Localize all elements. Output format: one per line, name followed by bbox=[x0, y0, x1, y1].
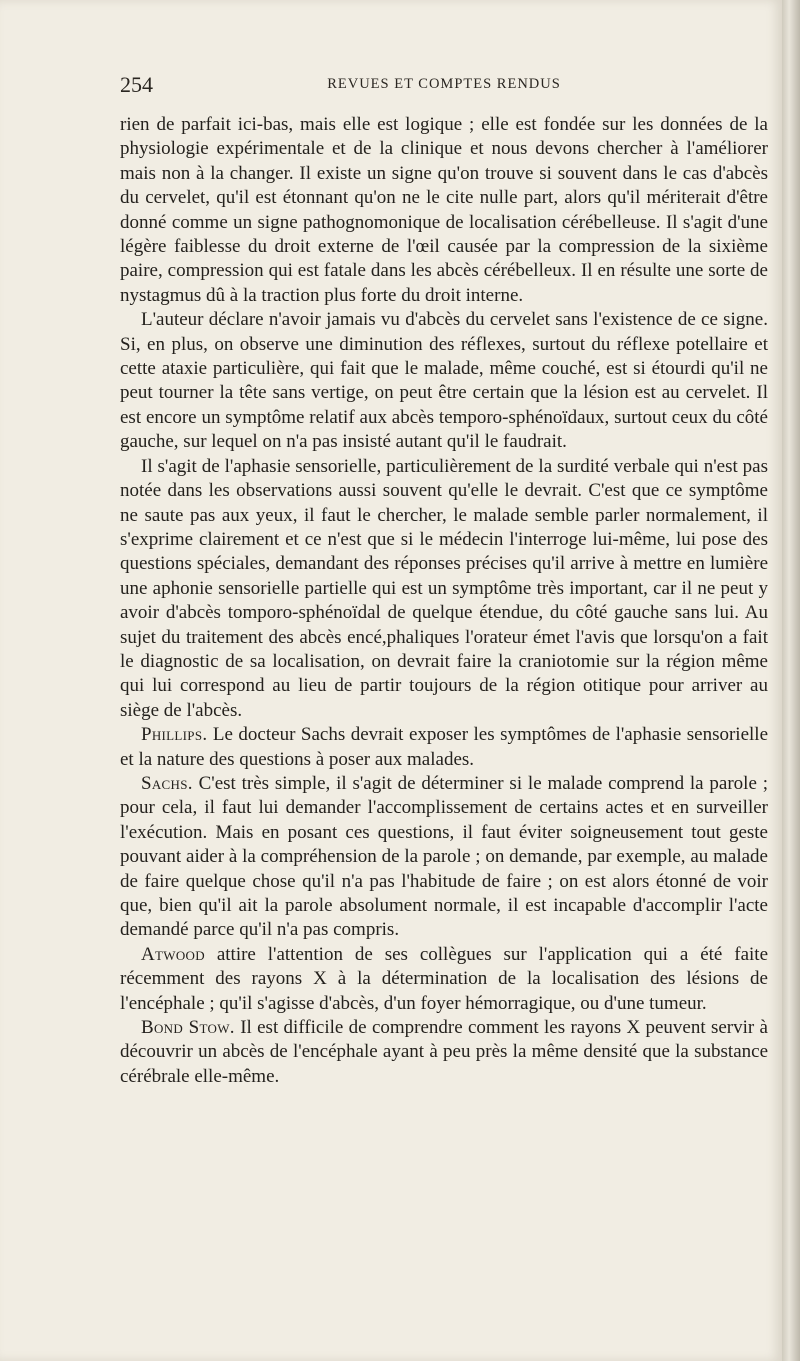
paragraph-sachs bbox=[120, 772, 768, 943]
paragraph-bond-stow bbox=[120, 1016, 768, 1089]
paragraph-text: Il s'agit de l'aphasie sensorielle, particulièrement de la surdité verbale qui n'est pas notée dans les observations aussi souvent qu'elle le devrait. C'est que ce symptôme ne saute pas aux yeux, il faut le chercher, le malade semble parler normalement, il s'exprime clairement et ce n'est que si le médecin l'interroge lui-même, lui pose des questions spéciales, demandant des réponses précises qu'il arrive à mettre en lumière une aphonie sensorielle partielle qui est un symptôme très important, car il ne peut y avoir d'abcès tomporo-sphénoïdal de quelque étendue, du côté gauche sans lui. Au sujet du traitement des abcès encé,phaliques l'orateur émet l'avis que lorsqu'on a fait le diagnostic de sa localisation, on devrait faire la craniotomie sur la région même qui lui correspond au lieu de partir toujours de la région otitique pour arriver au siège de l'abcès. bbox=[120, 455, 768, 721]
page-number: 254 bbox=[120, 72, 153, 97]
paragraph-1 bbox=[120, 113, 768, 308]
paragraph-atwood bbox=[120, 943, 768, 1016]
page-edge bbox=[782, 0, 800, 1361]
paragraph-text: L'auteur déclare n'avoir jamais vu d'abcès du cervelet sans l'existence de ce signe. Si, en plus, on observe une diminution des réflexes, surtout du réflexe potellaire et cette ataxie particulière, qui fait que le malade, même couché, est si étourdi qu'il ne peut tourner la tête sans vertige, on peut être certain que la lésion est au cervelet. Il est encore un symptôme relatif aux abcès temporo-sphénoïdaux, surtout ceux du côté gauche, sur lequel on n'a pas insisté autant qu'il le faudrait. bbox=[120, 309, 768, 453]
paragraph-3 bbox=[120, 455, 768, 723]
speaker-name: Sachs. bbox=[141, 772, 193, 794]
paragraph-text: Le docteur Sachs devrait exposer les symptômes de l'aphasie sensorielle et la nature des questions à poser aux malades. bbox=[120, 724, 769, 770]
speaker-name: Atwood bbox=[141, 943, 205, 965]
speaker-name: Bond Stow. bbox=[141, 1017, 235, 1039]
running-head: REVUES ET COMPTES RENDUS bbox=[327, 76, 561, 92]
paragraph-text: Il est difficile de comprendre comment les rayons X peuvent servir à découvrir un abcès de l'encéphale ayant à peu près la même densité que la substance cérébrale elle-même. bbox=[120, 1017, 768, 1087]
article-body bbox=[120, 113, 768, 1089]
page-header bbox=[120, 72, 768, 97]
paragraph-2 bbox=[120, 308, 768, 454]
paragraph-phillips bbox=[120, 723, 768, 772]
paragraph-text: C'est très simple, il s'agit de déterminer si le malade comprend la parole ; pour cela, il faut lui demander l'accomplissement de certains actes et en surveiller l'exécution. Mais en posant ces questions, il faut éviter soigneusement tout geste pouvant aider à la compréhension de la parole ; on demande, par exemple, au malade de faire quelque chose qu'il n'a pas l'habitude de faire ; on est alors étonné de voir que, bien qu'il ait la parole absolument normale, il est incapable d'accomplir l'acte demandé parce qu'il n'a pas compris. bbox=[120, 772, 768, 941]
paragraph-text: attire l'attention de ses collègues sur l'application qui a été faite récemment des rayons X à la détermination de la localisation des lésions de l'encéphale ; qu'il s'agisse d'abcès, d'un foyer hémorragique, ou d'une tumeur. bbox=[120, 943, 768, 1014]
paragraph-text: rien de parfait ici-bas, mais elle est logique ; elle est fondée sur les données de la physiologie expérimentale et de la clinique et nous devons chercher à l'améliorer mais non à la changer. Il existe un signe qu'on trouve si souvent dans le cas d'abcès du cervelet, qu'il est étonnant qu'on ne le cite nulle part, alors qu'il mériterait d'être donné comme un signe pathognomonique de localisation cérébelleuse. Il s'agit d'une légère faiblesse du droit externe de l'œil causée par la compression de la sixième paire, compression qui est fatale dans les abcès cérébelleux. Il en résulte une sorte de nystagmus dû à la traction plus forte du droit interne. bbox=[120, 114, 768, 306]
speaker-name: Phillips. bbox=[141, 724, 208, 746]
